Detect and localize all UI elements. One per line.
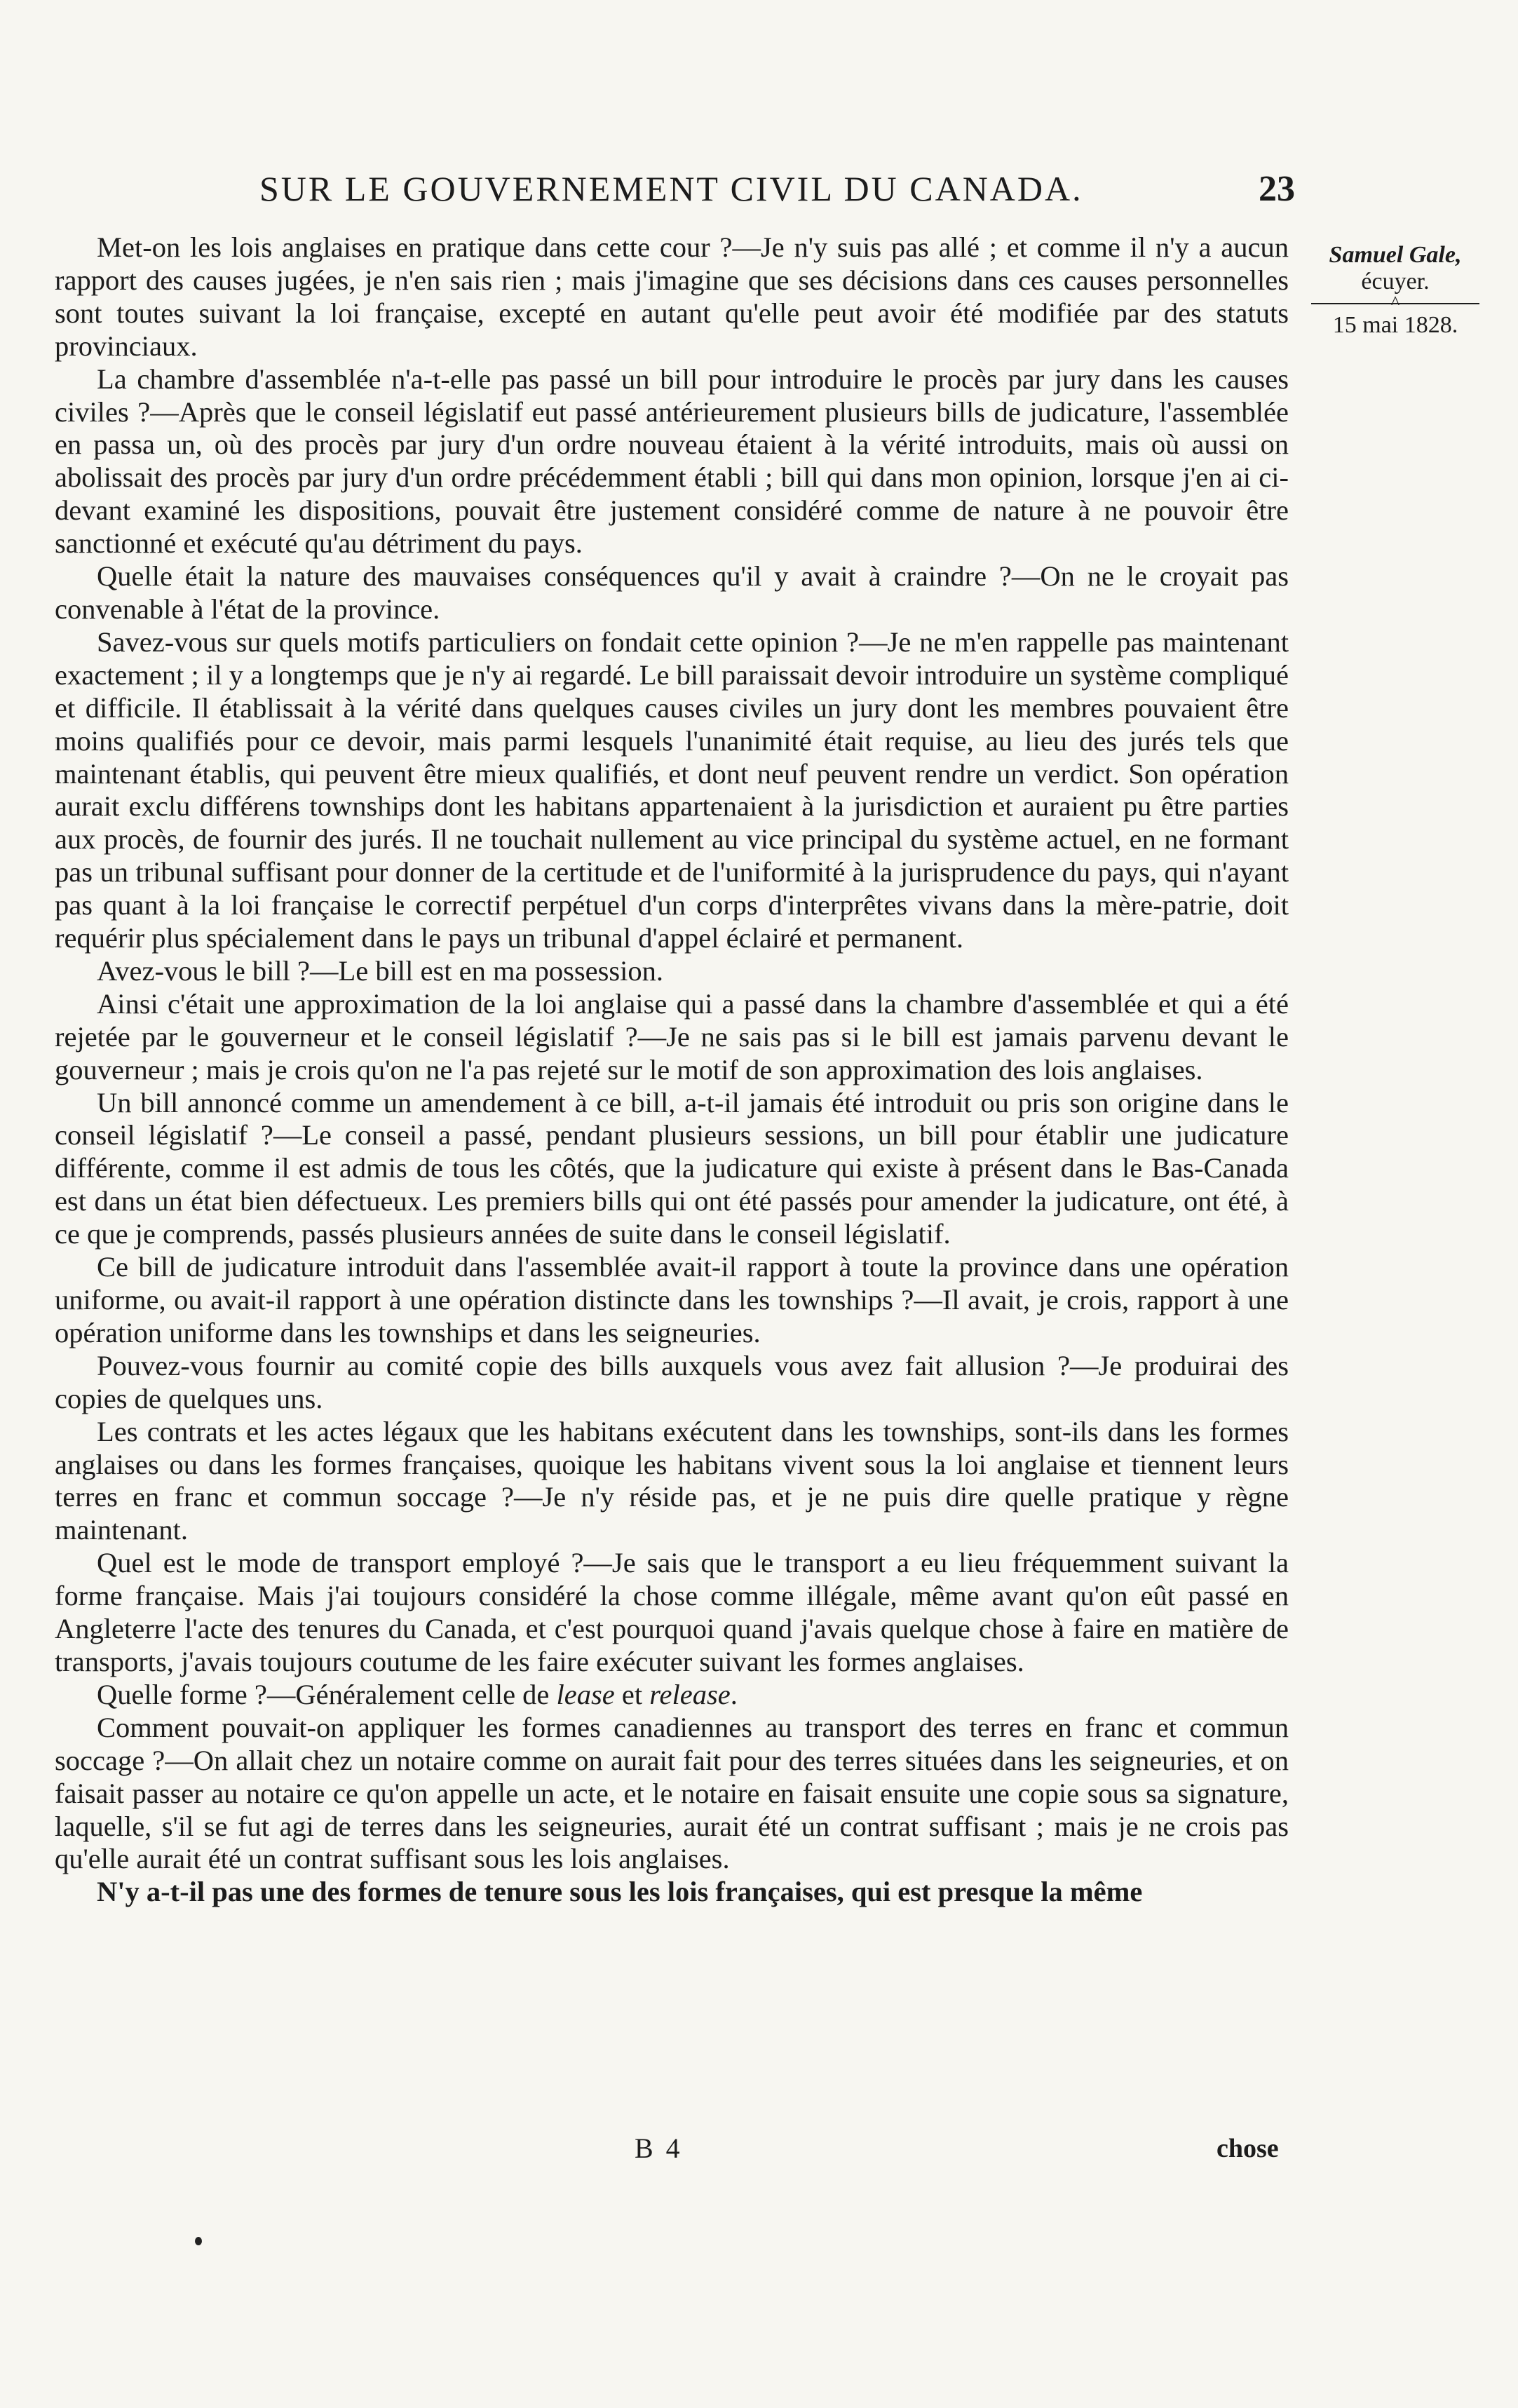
- witness-name: Samuel Gale,: [1329, 242, 1462, 268]
- paragraph: Les contrats et les actes légaux que les habitans exécutent dans les townships, sont-ils dans les formes anglaises ou dans les formes françaises, quoique les habitans vivent sous la loi anglaise et tiennent leurs terres en franc et commun soccage ?—Je n'y réside pas, et je ne puis dire quelle pratique y règne maintenant.: [55, 1415, 1289, 1546]
- paragraph-forme: [55, 1679, 1289, 1712]
- paragraph: Quelle était la nature des mauvaises conséquences qu'il y avait à craindre ?—On ne le croyait pas convenable à l'état de la province.: [55, 560, 1289, 625]
- paragraph: Savez-vous sur quels motifs particuliers on fondait cette opinion ?—Je ne m'en rappelle pas maintenant exactement ; il y a longtemps que je n'y ai regardé. Le bill paraissait devoir introduire un système compliqué et difficile. Il établissait à la vérité dans quelques causes civiles un jury dont les membres pouvaient être moins qualifiés pour ce devoir, mais parmi lesquels l'unanimité était requise, au lieu des jurés tels que maintenant établis, qui peuvent être mieux qualifiés, et dont neuf peuvent rendre un verdict. Son opération aurait exclu différens townships dont les habitans appartenaient à la jurisdiction et auraient pu être parties aux procès, de fournir des jurés. Il ne touchait nullement au vice principal du système actuel, en ne formant pas un tribunal suffisant pour donner de la certitude et de l'uniformité à la jurisprudence du pays, qui n'ayant pas quant à la loi française le correctif perpétuel d'un corps d'interprêtes vivans dans la mère-patrie, doit requérir plus spécialement dans le pays un tribunal d'appel éclairé et permanent.: [55, 625, 1289, 954]
- catchword: chose: [1217, 2134, 1279, 2163]
- term-release: release: [649, 1678, 731, 1710]
- brace-rule: [1304, 295, 1486, 312]
- paragraph: Pouvez-vous fournir au comité copie des bills auxquels vous avez fait allusion ?—Je produirai des copies de quelques uns.: [55, 1349, 1289, 1414]
- page-number: 23: [1259, 169, 1295, 209]
- paragraph: Un bill annoncé comme un amendement à ce bill, a-t-il jamais été introduit ou pris son origine dans le conseil législatif ?—Le conseil a passé, pendant plusieurs sessions, un bill pour établir une judicature différente, comme il est admis de tous les côtés, que la judicature qui existe à présent dans le Bas-Canada est dans un état bien défectueux. Les premiers bills qui ont été passés pour amender la judicature, ont été, à ce que je comprends, passés plusieurs années de suite dans le conseil législatif.: [55, 1086, 1289, 1250]
- paragraph: Quel est le mode de transport employé ?—Je sais que le transport a eu lieu fréquemment suivant la forme française. Mais j'ai toujours considéré la chose comme illégale, même avant qu'on eût passé en Angleterre l'acte des tenures du Canada, et c'est pourquoi quand j'avais quelque chose à faire en matière de transports, j'avais toujours coutume de les faire exécuter suivant les formes anglaises.: [55, 1547, 1289, 1677]
- paragraph: Ce bill de judicature introduit dans l'assemblée avait-il rapport à toute la province dans une opération uniforme, ou avait-il rapport à une opération distincte dans les townships ?—Il avait, je crois, rapport à une opération uniforme dans les townships et dans les seigneuries.: [55, 1251, 1289, 1348]
- paragraph: Ainsi c'était une approximation de la loi anglaise qui a passé dans la chambre d'assemblée et qui a été rejetée par le gouverneur et le conseil législatif ?—Je ne sais pas si le bill est jamais parvenu devant le gouverneur ; mais je crois qu'on ne l'a pas rejeté sur le motif de son approximation des lois anglaises.: [55, 987, 1289, 1085]
- margin-note: [1304, 242, 1486, 339]
- signature-mark: B 4: [635, 2132, 683, 2164]
- paragraph: Comment pouvait-on appliquer les formes canadiennes au transport des terres en franc et commun soccage ?—On allait chez un notaire comme on aurait fait pour des terres situées dans les seigneuries, et on faisait passer au notaire ce qu'on appelle un acte, et le notaire en faisait ensuite une copie sous sa signature, laquelle, s'il se fut agi de terres dans les seigneuries, aurait été un contrat suffisant ; mais je ne crois pas qu'elle aurait été un contrat suffisant sous les lois anglaises.: [55, 1711, 1289, 1875]
- term-lease: lease: [556, 1678, 615, 1710]
- body-text: [55, 231, 1289, 1909]
- ink-speck: [195, 2237, 202, 2245]
- page-header: [0, 168, 1518, 224]
- last-paragraph: N'y a-t-il pas une des formes de tenure sous les lois françaises, qui est presque la même: [97, 1876, 1143, 1908]
- paragraph: La chambre d'assemblée n'a-t-elle pas passé un bill pour introduire le procès par jury dans les causes civiles ?—Après que le conseil législatif eut passé antérieurement plusieurs bills de judicature, l'assemblée en passa un, où des procès par jury d'un ordre nouveau étaient à la vérité introduits, mais où aussi on abolissait des procès par jury d'un ordre précédemment établi ; bill qui dans mon opinion, lorsque j'en ai ci-devant examiné les dispositions, pouvait être justement considéré comme de nature à ne pouvoir être sanctionné et exécuté qu'au détriment du pays.: [55, 363, 1289, 560]
- forme-after: .: [730, 1678, 738, 1710]
- forme-before: Quelle forme ?—Généralement celle de: [97, 1678, 557, 1710]
- running-title: SUR LE GOUVERNEMENT CIVIL DU CANADA.: [259, 169, 1083, 208]
- paragraph: Avez-vous le bill ?—Le bill est en ma possession.: [97, 954, 663, 987]
- witness-title: écuyer.: [1361, 269, 1430, 295]
- paragraph: Met-on les lois anglaises en pratique dans cette cour ?—Je n'y suis pas allé ; et comme il n'y a aucun rapport des causes jugées, je n'en sais rien ; mais j'imagine que ses décisions dans ces causes personnelles sont toutes suivant la loi française, excepté en autant qu'elle peut avoir été modifiée par des statuts provinciaux.: [55, 231, 1289, 362]
- forme-middle: et: [614, 1678, 650, 1710]
- testimony-date: 15 mai 1828.: [1332, 312, 1458, 338]
